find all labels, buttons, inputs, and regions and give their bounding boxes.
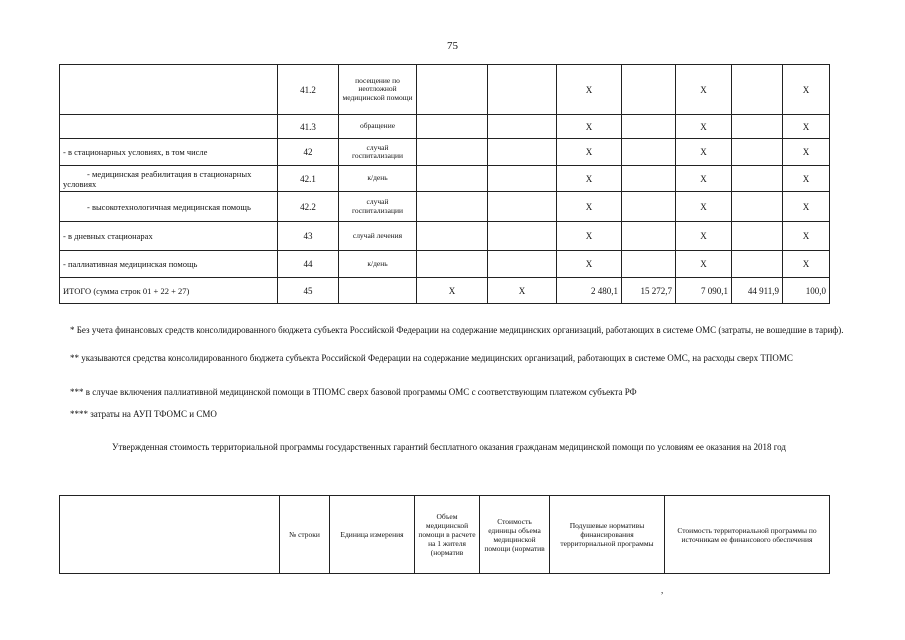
cell-c5 <box>488 65 557 115</box>
header-cell-per-capita: Подушевые нормативы финансирования территориальной программы <box>550 496 665 574</box>
unit-of-measure: случай госпитализации <box>339 139 417 166</box>
cell-c9 <box>732 166 783 192</box>
cell-c9 <box>732 222 783 251</box>
cell-c6: 2 480,1 <box>557 278 622 304</box>
cell-c8: X <box>676 65 732 115</box>
table-row <box>60 115 830 139</box>
unit-of-measure: к/день <box>339 166 417 192</box>
row-label <box>60 65 278 115</box>
footnote-3: *** в случае включения паллиативной медицинской помощи в ТПОМС сверх базовой программы ОМС с соответствующим платежом субъекта РФ <box>70 387 637 397</box>
cell-c5 <box>488 139 557 166</box>
cell-c10: X <box>783 115 830 139</box>
row-label <box>60 115 278 139</box>
page-number: 75 <box>447 40 458 52</box>
cell-c9 <box>732 65 783 115</box>
cell-c4 <box>417 251 488 278</box>
cell-c7 <box>622 166 676 192</box>
header-cell-program-cost: Стоимость территориальной программы по источникам ее финансового обеспечения <box>665 496 830 574</box>
row-label: ИТОГО (сумма строк 01 + 22 + 27) <box>60 278 278 304</box>
row-label: - паллиативная медицинская помощь <box>60 251 278 278</box>
table-row <box>60 278 830 304</box>
cell-c7 <box>622 222 676 251</box>
cell-c6: X <box>557 115 622 139</box>
table-row <box>60 139 830 166</box>
row-number: 45 <box>278 278 339 304</box>
cell-c4 <box>417 222 488 251</box>
footnote-2: ** указываются средства консолидированного бюджета субъекта Российской Федерации на содержание медицинских организаций, работающих в системе ОМС, на расходы сверх ТПОМС <box>70 353 793 363</box>
cell-c10: X <box>783 222 830 251</box>
row-number: 41.2 <box>278 65 339 115</box>
cell-c8: X <box>676 166 732 192</box>
cell-c6: X <box>557 222 622 251</box>
unit-of-measure: случай госпитализации <box>339 192 417 222</box>
row-number: 43 <box>278 222 339 251</box>
cell-c7 <box>622 251 676 278</box>
cell-c4 <box>417 65 488 115</box>
table-row <box>60 251 830 278</box>
cell-c10: X <box>783 192 830 222</box>
cell-c5 <box>488 251 557 278</box>
unit-of-measure: обращение <box>339 115 417 139</box>
cell-c6: X <box>557 139 622 166</box>
row-number: 44 <box>278 251 339 278</box>
cell-c5 <box>488 222 557 251</box>
cell-c10: 100,0 <box>783 278 830 304</box>
cell-c8: X <box>676 222 732 251</box>
cell-c10: X <box>783 139 830 166</box>
section-caption: Утвержденная стоимость территориальной программы государственных гарантий бесплатного оказания гражданам медицинской помощи по условиям ее оказания на 2018 год <box>111 442 786 452</box>
cost-table-header <box>59 495 830 574</box>
cell-c4 <box>417 166 488 192</box>
cell-c7 <box>622 139 676 166</box>
cell-c10: X <box>783 166 830 192</box>
cell-c8: X <box>676 115 732 139</box>
cell-c9 <box>732 115 783 139</box>
cell-c10: X <box>783 251 830 278</box>
table-row <box>60 222 830 251</box>
table-row <box>60 65 830 115</box>
unit-of-measure <box>339 278 417 304</box>
unit-of-measure: случай лечения <box>339 222 417 251</box>
cell-c9: 44 911,9 <box>732 278 783 304</box>
cell-c9 <box>732 139 783 166</box>
cell-c5: X <box>488 278 557 304</box>
header-cell-unit-cost: Стоимость единицы объема медицинской помощи (норматив <box>480 496 550 574</box>
row-number: 42 <box>278 139 339 166</box>
footnote-4: **** затраты на АУП ТФОМС и СМО <box>70 409 217 419</box>
cell-c8: X <box>676 139 732 166</box>
header-cell-row-number: № строки <box>280 496 330 574</box>
cell-c8: X <box>676 251 732 278</box>
row-number: 42.1 <box>278 166 339 192</box>
cell-c6: X <box>557 166 622 192</box>
cell-c5 <box>488 115 557 139</box>
cell-c6: X <box>557 65 622 115</box>
allocation-table <box>59 64 830 304</box>
row-number: 41.3 <box>278 115 339 139</box>
table-row <box>60 192 830 222</box>
cell-c7: 15 272,7 <box>622 278 676 304</box>
cell-c7 <box>622 65 676 115</box>
cell-c4: X <box>417 278 488 304</box>
cell-c6: X <box>557 192 622 222</box>
header-cell-name <box>60 496 280 574</box>
cell-c6: X <box>557 251 622 278</box>
cell-c7 <box>622 192 676 222</box>
cell-c10: X <box>783 65 830 115</box>
row-number: 42.2 <box>278 192 339 222</box>
cell-c5 <box>488 192 557 222</box>
cell-c4 <box>417 115 488 139</box>
header-cell-unit: Единица измерения <box>330 496 415 574</box>
table-row <box>60 166 830 192</box>
cell-c8: X <box>676 192 732 222</box>
row-label: - высокотехнологичная медицинская помощь <box>60 192 278 222</box>
cell-c9 <box>732 192 783 222</box>
cell-c5 <box>488 166 557 192</box>
cell-c8: 7 090,1 <box>676 278 732 304</box>
row-label: - в дневных стационарах <box>60 222 278 251</box>
row-label: - медицинская реабилитация в стационарных условиях <box>60 166 278 192</box>
unit-of-measure: к/день <box>339 251 417 278</box>
row-label: - в стационарных условиях, в том числе <box>60 139 278 166</box>
stray-mark: , <box>661 585 664 595</box>
cell-c9 <box>732 251 783 278</box>
footnote-1: * Без учета финансовых средств консолидированного бюджета субъекта Российской Федерации на содержание медицинских организаций, работающих в системе ОМС (затраты, не вошедшие в тариф). <box>70 325 844 335</box>
unit-of-measure: посещение по неотложной медицинской помощи <box>339 65 417 115</box>
cell-c4 <box>417 139 488 166</box>
cell-c7 <box>622 115 676 139</box>
cell-c4 <box>417 192 488 222</box>
header-cell-volume: Объем медицинской помощи в расчете на 1 жителя (норматив <box>415 496 480 574</box>
